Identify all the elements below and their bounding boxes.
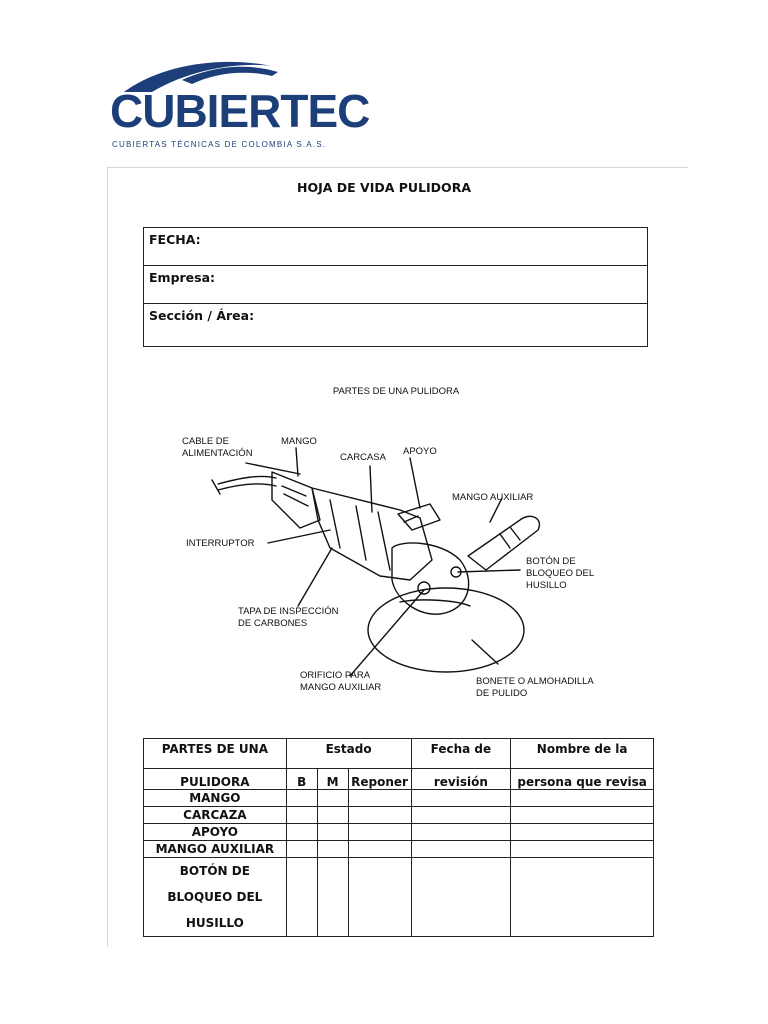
cell-b[interactable] [286, 790, 317, 807]
label-orificio: ORIFICIO PARA MANGO AUXILIAR [300, 670, 382, 693]
part-name: APOYO [144, 824, 287, 841]
cable-shape [218, 476, 276, 484]
cell-reponer[interactable] [348, 841, 411, 858]
cell-fecha[interactable] [411, 824, 511, 841]
label-interruptor: INTERRUPTOR [186, 538, 255, 549]
label-carcasa: CARCASA [340, 452, 386, 463]
header-fecha-2: revisión [411, 769, 511, 790]
logo-wordmark: CUBIERTEC [110, 85, 370, 137]
header-reponer: Reponer [348, 769, 411, 790]
part-name-multiline [144, 858, 287, 937]
parts-table [143, 738, 654, 937]
header-nombre: Nombre de la [511, 739, 654, 769]
part-name-line: BLOQUEO DEL [167, 890, 263, 904]
label-boton: BOTÓN DE BLOQUEO DEL HUSILLO [526, 556, 595, 591]
header-partes: PARTES DE UNA [144, 739, 287, 769]
page-title: HOJA DE VIDA PULIDORA [297, 180, 471, 195]
part-name: MANGO [144, 790, 287, 807]
cell-m[interactable] [317, 790, 348, 807]
cell-m[interactable] [317, 841, 348, 858]
seccion-field[interactable]: Sección / Área: [149, 308, 255, 323]
header-estado: Estado [286, 739, 411, 769]
logo-tagline: CUBIERTAS TÉCNICAS DE COLOMBIA S.A.S. [112, 140, 327, 149]
label-cable: CABLE DE ALIMENTACIÓN [182, 436, 253, 459]
cell-reponer[interactable] [348, 858, 411, 937]
cell-m[interactable] [317, 858, 348, 937]
table-row [144, 807, 654, 824]
cell-m[interactable] [317, 824, 348, 841]
header-b: B [286, 769, 317, 790]
cell-b[interactable] [286, 841, 317, 858]
cell-nombre[interactable] [511, 790, 654, 807]
cell-nombre[interactable] [511, 858, 654, 937]
cell-b[interactable] [286, 858, 317, 937]
cell-reponer[interactable] [348, 807, 411, 824]
label-mango: MANGO [281, 436, 317, 447]
header-partes-2: PULIDORA [144, 769, 287, 790]
cell-nombre[interactable] [511, 807, 654, 824]
cell-b[interactable] [286, 807, 317, 824]
label-mango-auxiliar: MANGO AUXILIAR [452, 492, 534, 503]
cell-fecha[interactable] [411, 790, 511, 807]
cell-fecha[interactable] [411, 841, 511, 858]
table-row [144, 824, 654, 841]
diagram-title: PARTES DE UNA PULIDORA [332, 386, 460, 397]
cell-reponer[interactable] [348, 824, 411, 841]
table-row [144, 841, 654, 858]
empresa-field[interactable]: Empresa: [144, 266, 647, 304]
cell-nombre[interactable] [511, 824, 654, 841]
fecha-field[interactable]: FECHA: [144, 228, 647, 266]
table-row [144, 790, 654, 807]
cell-m[interactable] [317, 807, 348, 824]
label-tapa: TAPA DE INSPECCIÓN DE CARBONES [238, 606, 339, 629]
header-nombre-2: persona que revisa [511, 769, 654, 790]
cell-nombre[interactable] [511, 841, 654, 858]
header-fecha: Fecha de [411, 739, 511, 769]
part-name-line: HUSILLO [185, 916, 244, 930]
label-bonete: BONETE O ALMOHADILLA DE PULIDO [476, 676, 594, 699]
cell-b[interactable] [286, 824, 317, 841]
cell-reponer[interactable] [348, 790, 411, 807]
table-row [144, 858, 654, 937]
header-m: M [317, 769, 348, 790]
label-apoyo: APOYO [403, 446, 437, 457]
cell-fecha[interactable] [411, 858, 511, 937]
cell-fecha[interactable] [411, 807, 511, 824]
part-name: CARCAZA [144, 807, 287, 824]
part-name: MANGO AUXILIAR [144, 841, 287, 858]
part-name-line: BOTÓN DE [179, 864, 250, 878]
